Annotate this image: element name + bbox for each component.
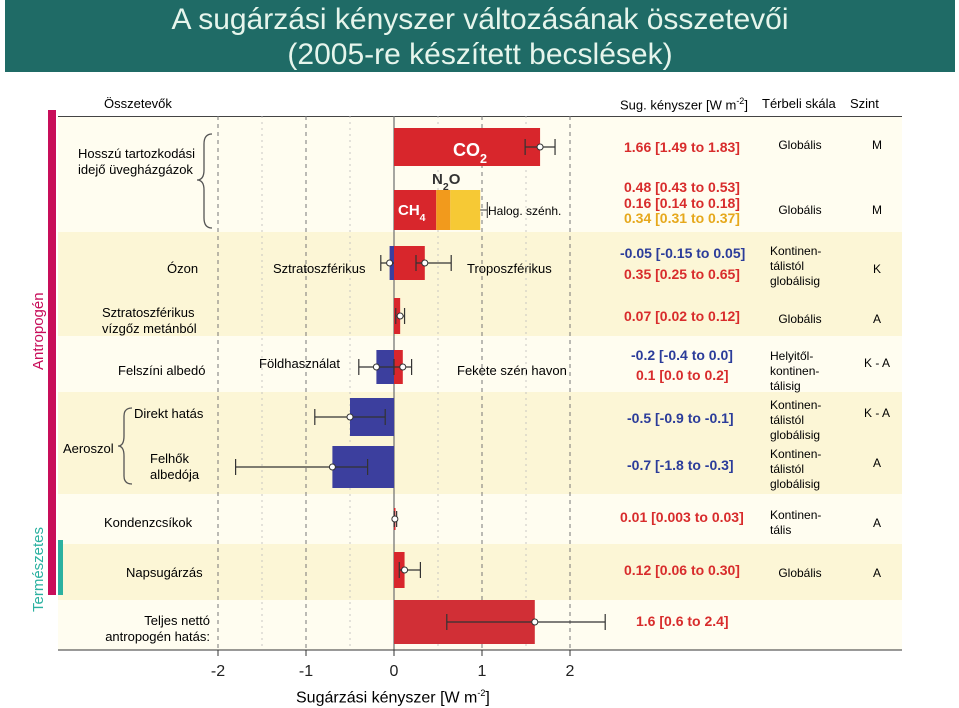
bar-label: $CH_4$: [398, 202, 426, 224]
value-trop-o3: 0.35 [0.25 to 0.65]: [624, 266, 740, 282]
halocarbon-label: Halog. szénh.: [488, 204, 562, 218]
label-strat-ozone: Sztratoszférikus: [273, 261, 366, 276]
label-blackcarbon: Fekete szén havon: [457, 363, 567, 378]
level-albedo: K - A: [863, 356, 890, 370]
scale-ozone: Kontinen-tálistól globálisig: [770, 244, 822, 288]
level-cloud: A: [872, 456, 881, 470]
level-strat-h2o: A: [872, 312, 881, 326]
header-spatial-scale: Térbeli skála: [762, 96, 836, 111]
errorbar-center: [402, 567, 408, 573]
value-halo: 0.34 [0.31 to 0.37]: [624, 210, 740, 226]
x-tick-label: 0: [389, 663, 399, 680]
bar-2: [436, 190, 450, 230]
value-strat-o3: -0.05 [-0.15 to 0.05]: [620, 245, 746, 261]
value-co2: 1.66 [1.49 to 1.83]: [624, 139, 740, 155]
errorbar-center: [400, 364, 406, 370]
errorbar-center: [347, 414, 353, 420]
scale-ghg2: Globális: [778, 203, 822, 217]
value-direct: -0.5 [-0.9 to -0.1]: [627, 410, 734, 426]
row-label-albedo: Felszíni albedó: [118, 363, 206, 378]
value-blackcarbon: 0.1 [0.0 to 0.2]: [636, 367, 729, 383]
value-net: 1.6 [0.6 to 2.4]: [636, 613, 729, 629]
value-ch4: 0.48 [0.43 to 0.53]: [624, 179, 740, 195]
chart-title: A sugárzási kényszer változásának összetevői: [171, 3, 789, 36]
label-landuse: Földhasználat: [259, 356, 340, 371]
chart-subtitle: (2005-re készített becslések): [287, 38, 673, 71]
x-tick-label: -2: [210, 663, 226, 680]
scale-solar: Globális: [778, 566, 822, 580]
label-trop-ozone: Troposzférikus: [467, 261, 552, 276]
bar-label: $N_2O$: [432, 171, 461, 193]
row-label-contrails: Kondenzcsíkok: [104, 515, 193, 530]
x-axis-title: Sugárzási kényszer [W $m^{-2}$]: [296, 688, 490, 707]
errorbar-center: [373, 364, 379, 370]
errorbar-center: [422, 260, 428, 266]
value-landuse: -0.2 [-0.4 to 0.0]: [631, 347, 733, 363]
header-component: Összetevők: [104, 96, 172, 111]
row-label-ozone: Ózon: [167, 261, 199, 276]
level-contrails: A: [872, 516, 881, 530]
scale-direct: Kontinen-tálistól globálisig: [770, 398, 822, 442]
value-contrails: 0.01 [0.003 to 0.03]: [620, 509, 744, 525]
errorbar-center: [532, 619, 538, 625]
header-forcing: Sug. kényszer [W $m^{-2}$]: [620, 96, 748, 113]
value-n2o: 0.16 [0.14 to 0.18]: [624, 195, 740, 211]
x-tick-label: -1: [298, 663, 314, 680]
level-solar: A: [872, 566, 881, 580]
value-strat-h2o: 0.07 [0.02 to 0.12]: [624, 308, 740, 324]
row-label-ghg: Hosszú tartozkodási idejő üvegházgázok: [78, 146, 196, 177]
errorbar-center: [392, 516, 398, 522]
bar-3: [450, 190, 480, 230]
row-label-direct: Direkt hatás: [134, 406, 204, 421]
level-direct: K - A: [863, 406, 890, 420]
x-tick-label: 1: [477, 663, 487, 680]
group-aerosol: Aeroszol: [63, 441, 114, 456]
errorbar-center: [387, 260, 393, 266]
row-label-net: Teljes nettó antropogén hatás:: [105, 613, 210, 644]
scale-albedo: Helyitől-kontinen-tálisig: [770, 349, 820, 393]
level-ozone: K: [872, 262, 881, 276]
scale-strat-h2o: Globális: [778, 312, 822, 326]
row-label-solar: Napsugárzás: [126, 565, 203, 580]
group-anthropogenic: Antropogén: [30, 292, 47, 370]
scale-cloud: Kontinen-tálistól globálisig: [770, 447, 822, 491]
x-tick-label: 2: [565, 663, 575, 680]
group-natural: Természetes: [30, 526, 47, 612]
scale-ghg1: Globális: [778, 138, 822, 152]
row-label-cloud-albedo: Felhők albedója: [150, 451, 200, 482]
value-cloud-albedo: -0.7 [-1.8 to -0.3]: [627, 457, 734, 473]
bar-label: $CO_2$: [453, 140, 488, 166]
errorbar-center: [537, 144, 543, 150]
level-ghg2: M: [872, 203, 882, 217]
row-label-strat-h2o: Sztratoszférikus vízgőz metánból: [102, 305, 197, 336]
errorbar-center: [397, 313, 403, 319]
level-ghg1: M: [872, 138, 882, 152]
scale-contrails: Kontinen-tális: [770, 508, 822, 537]
value-solar: 0.12 [0.06 to 0.30]: [624, 562, 740, 578]
header-level: Szint: [850, 96, 879, 111]
errorbar-center: [329, 464, 335, 470]
